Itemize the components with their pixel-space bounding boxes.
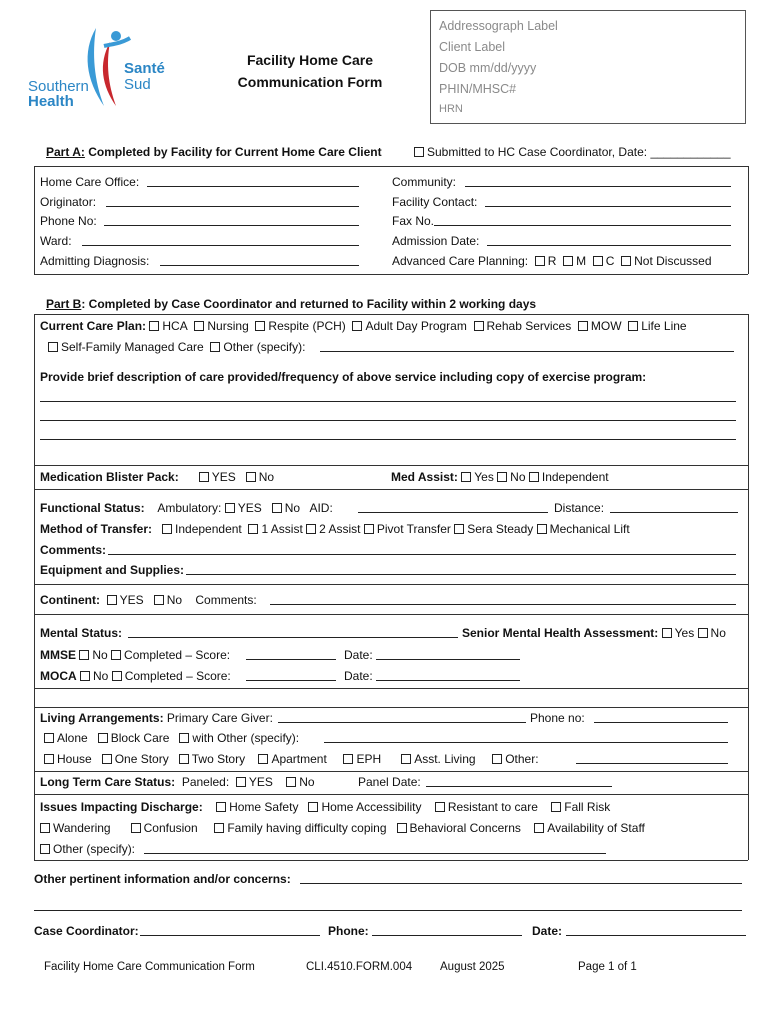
senior-mental-health: Senior Mental Health Assessment: Yes No: [462, 626, 726, 640]
moca-score-field[interactable]: [246, 669, 336, 681]
comments-label: Comments:: [40, 543, 107, 557]
checkbox-icon[interactable]: [210, 342, 220, 352]
phone-no-field[interactable]: [104, 214, 359, 226]
living-row-3: House One Story Two Story Apartment EPH Asst. Living Other:: [44, 752, 539, 766]
home-care-office-label: Home Care Office:: [40, 175, 140, 189]
fax-no-label: Fax No.: [392, 214, 435, 228]
comments-field[interactable]: [108, 543, 736, 555]
mmse-score-field[interactable]: [246, 648, 336, 660]
aid-field[interactable]: [358, 501, 548, 513]
checkbox-icon[interactable]: [107, 595, 117, 605]
home-care-office-field[interactable]: [147, 175, 359, 187]
footer-form-code: CLI.4510.FORM.004: [306, 961, 413, 973]
checkbox-icon[interactable]: [131, 823, 141, 833]
with-other-field[interactable]: [324, 731, 728, 743]
panel-date-field[interactable]: [426, 775, 612, 787]
footer-form-name: Facility Home Care Communication Form: [44, 961, 255, 973]
other-specify-field[interactable]: [320, 340, 734, 352]
mental-status-field[interactable]: [128, 626, 458, 638]
checkbox-icon[interactable]: [194, 321, 204, 331]
addressograph-label-box[interactable]: [430, 10, 746, 124]
checkbox-icon[interactable]: [529, 472, 539, 482]
checkbox-icon[interactable]: [621, 256, 631, 266]
checkbox-icon[interactable]: [255, 321, 265, 331]
living-other-field[interactable]: [576, 752, 728, 764]
admission-date-field[interactable]: [487, 234, 731, 246]
label-line: Addressograph Label: [439, 19, 558, 33]
mmse-date-field[interactable]: [376, 648, 520, 660]
checkbox-icon[interactable]: [98, 733, 108, 743]
current-care-plan: Current Care Plan: HCA Nursing Respite (PCH) Adult Day Program Rehab Services MOW Life Line: [40, 319, 687, 333]
checkbox-icon[interactable]: [414, 147, 424, 157]
issues-row-2: Wandering Confusion Family having difficulty coping Behavioral Concerns Availability of Staff: [40, 821, 645, 835]
mmse-date-label: Date:: [344, 648, 373, 662]
community-label: Community:: [392, 175, 457, 189]
checkbox-icon[interactable]: [179, 733, 189, 743]
logo-sante: Santé: [124, 60, 165, 77]
footer-date: August 2025: [440, 961, 505, 973]
phone-label: Phone:: [328, 924, 369, 938]
distance-field[interactable]: [610, 501, 738, 513]
facility-contact-label: Facility Contact:: [392, 195, 478, 209]
mental-status-label: Mental Status:: [40, 626, 123, 640]
originator-label: Originator:: [40, 195, 97, 209]
checkbox-icon[interactable]: [258, 754, 268, 764]
other-pertinent-line[interactable]: [34, 899, 742, 911]
checkbox-icon[interactable]: [662, 628, 672, 638]
originator-field[interactable]: [106, 195, 359, 207]
description-line[interactable]: [40, 390, 736, 402]
logo-health: Health: [28, 93, 74, 110]
checkbox-icon[interactable]: [563, 256, 573, 266]
logo-sud: Sud: [124, 76, 151, 93]
facility-contact-field[interactable]: [485, 195, 731, 207]
continent-comments-field[interactable]: [270, 593, 736, 605]
checkbox-icon[interactable]: [214, 823, 224, 833]
checkbox-icon[interactable]: [248, 524, 258, 534]
form-title-line1: Facility Home Care: [246, 52, 374, 68]
checkbox-icon[interactable]: [48, 342, 58, 352]
checkbox-icon[interactable]: [497, 472, 507, 482]
checkbox-icon[interactable]: [364, 524, 374, 534]
checkbox-icon[interactable]: [352, 321, 362, 331]
logo-southern: Southern: [28, 78, 89, 95]
admitting-diagnosis-field[interactable]: [160, 254, 359, 266]
checkbox-icon[interactable]: [79, 650, 89, 660]
issues-other: Other (specify):: [40, 842, 135, 856]
checkbox-icon[interactable]: [199, 472, 209, 482]
issues-impacting-discharge: Issues Impacting Discharge: Home Safety Home Accessibility Resistant to care Fall Risk: [40, 800, 611, 814]
checkbox-icon[interactable]: [44, 754, 54, 764]
checkbox-icon[interactable]: [698, 628, 708, 638]
distance-label: Distance:: [554, 501, 605, 515]
submitted-to-hc-checkbox[interactable]: Submitted to HC Case Coordinator, Date: ____________: [414, 145, 731, 159]
med-assist: Med Assist: Yes No Independent: [391, 470, 609, 484]
other-pertinent-label: Other pertinent information and/or concerns:: [34, 872, 291, 886]
checkbox-icon[interactable]: [111, 650, 121, 660]
form-title-line2: Communication Form: [237, 74, 383, 90]
checkbox-icon[interactable]: [162, 524, 172, 534]
part-b-title: Part B: Completed by Case Coordinator and returned to Facility within 2 working days: [46, 297, 537, 311]
date-label: Date:: [532, 924, 563, 938]
description-line[interactable]: [40, 428, 736, 440]
long-term-care-status: Long Term Care Status: Paneled: YES No: [40, 775, 315, 789]
checkbox-icon[interactable]: [578, 321, 588, 331]
panel-date-label: Panel Date:: [358, 775, 421, 789]
checkbox-icon[interactable]: [44, 733, 54, 743]
description-line[interactable]: [40, 409, 736, 421]
phone-no-label: Phone no:: [530, 711, 585, 725]
checkbox-icon[interactable]: [397, 823, 407, 833]
checkbox-icon[interactable]: [40, 844, 50, 854]
checkbox-icon[interactable]: [286, 777, 296, 787]
label-line: DOB mm/dd/yyyy: [439, 61, 537, 75]
checkbox-icon[interactable]: [40, 823, 50, 833]
checkbox-icon[interactable]: [343, 754, 353, 764]
checkbox-icon[interactable]: [535, 256, 545, 266]
moca-date-field[interactable]: [376, 669, 520, 681]
phone-no-label: Phone No:: [40, 214, 97, 228]
living-arrangements: Living Arrangements: Primary Care Giver:: [40, 711, 273, 725]
equipment-field[interactable]: [186, 563, 736, 575]
ward-label: Ward:: [40, 234, 72, 248]
checkbox-icon[interactable]: [149, 321, 159, 331]
method-of-transfer: Method of Transfer: Independent 1 Assist 2 Assist Pivot Transfer Sera Steady Mechanical Lift: [40, 522, 630, 536]
checkbox-icon[interactable]: [474, 321, 484, 331]
checkbox-icon[interactable]: [435, 802, 445, 812]
moca-row: MOCA No Completed – Score:: [40, 669, 231, 683]
giver-phone-field[interactable]: [594, 711, 728, 723]
checkbox-icon[interactable]: [534, 823, 544, 833]
label-line: Client Label: [439, 40, 506, 54]
checkbox-icon[interactable]: [551, 802, 561, 812]
checkbox-icon[interactable]: [154, 595, 164, 605]
equipment-label: Equipment and Supplies:: [40, 563, 185, 577]
checkbox-icon[interactable]: [272, 503, 282, 513]
advanced-care-planning: Advanced Care Planning: R M C Not Discussed: [392, 254, 712, 268]
footer-page: Page 1 of 1: [578, 961, 637, 973]
checkbox-icon[interactable]: [492, 754, 502, 764]
functional-status: Functional Status: Ambulatory: YES No AID:: [40, 501, 333, 515]
checkbox-icon[interactable]: [593, 256, 603, 266]
case-coordinator-label: Case Coordinator:: [34, 924, 139, 938]
checkbox-icon[interactable]: [112, 671, 122, 681]
self-family-row: Self-Family Managed Care Other (specify):: [48, 340, 305, 354]
medication-blister-pack: Medication Blister Pack: YES No: [40, 470, 275, 484]
checkbox-icon[interactable]: [628, 321, 638, 331]
living-row-2: Alone Block Care with Other (specify):: [44, 731, 299, 745]
checkbox-icon[interactable]: [461, 472, 471, 482]
community-field[interactable]: [465, 175, 731, 187]
admission-date-label: Admission Date:: [392, 234, 480, 248]
date-field[interactable]: [566, 924, 746, 936]
case-coordinator-field[interactable]: [140, 924, 320, 936]
issues-other-field[interactable]: [144, 842, 606, 854]
checkbox-icon[interactable]: [179, 754, 189, 764]
fax-no-field[interactable]: [434, 214, 731, 226]
checkbox-icon[interactable]: [308, 802, 318, 812]
checkbox-icon[interactable]: [216, 802, 226, 812]
ward-field[interactable]: [82, 234, 359, 246]
phone-field[interactable]: [372, 924, 522, 936]
checkbox-icon[interactable]: [306, 524, 316, 534]
continent-row: Continent: YES No Comments:: [40, 593, 257, 607]
admitting-diagnosis-label: Admitting Diagnosis:: [40, 254, 150, 268]
label-line: PHIN/MHSC#: [439, 82, 517, 96]
checkbox-icon[interactable]: [225, 503, 235, 513]
part-a-title: Part A: Completed by Facility for Current Home Care Client: [46, 145, 382, 159]
provide-description-label: Provide brief description of care provided/frequency of above service including copy of exercise program:: [40, 370, 647, 384]
checkbox-icon[interactable]: [102, 754, 112, 764]
moca-date-label: Date:: [344, 669, 373, 683]
mmse-row: MMSE No Completed – Score:: [40, 648, 231, 662]
checkbox-icon[interactable]: [246, 472, 256, 482]
checkbox-icon[interactable]: [401, 754, 411, 764]
primary-care-giver-field[interactable]: [278, 711, 526, 723]
checkbox-icon[interactable]: [454, 524, 464, 534]
checkbox-icon[interactable]: [80, 671, 90, 681]
checkbox-icon[interactable]: [537, 524, 547, 534]
label-line: HRN: [439, 103, 463, 115]
other-pertinent-field[interactable]: [300, 872, 742, 884]
checkbox-icon[interactable]: [236, 777, 246, 787]
